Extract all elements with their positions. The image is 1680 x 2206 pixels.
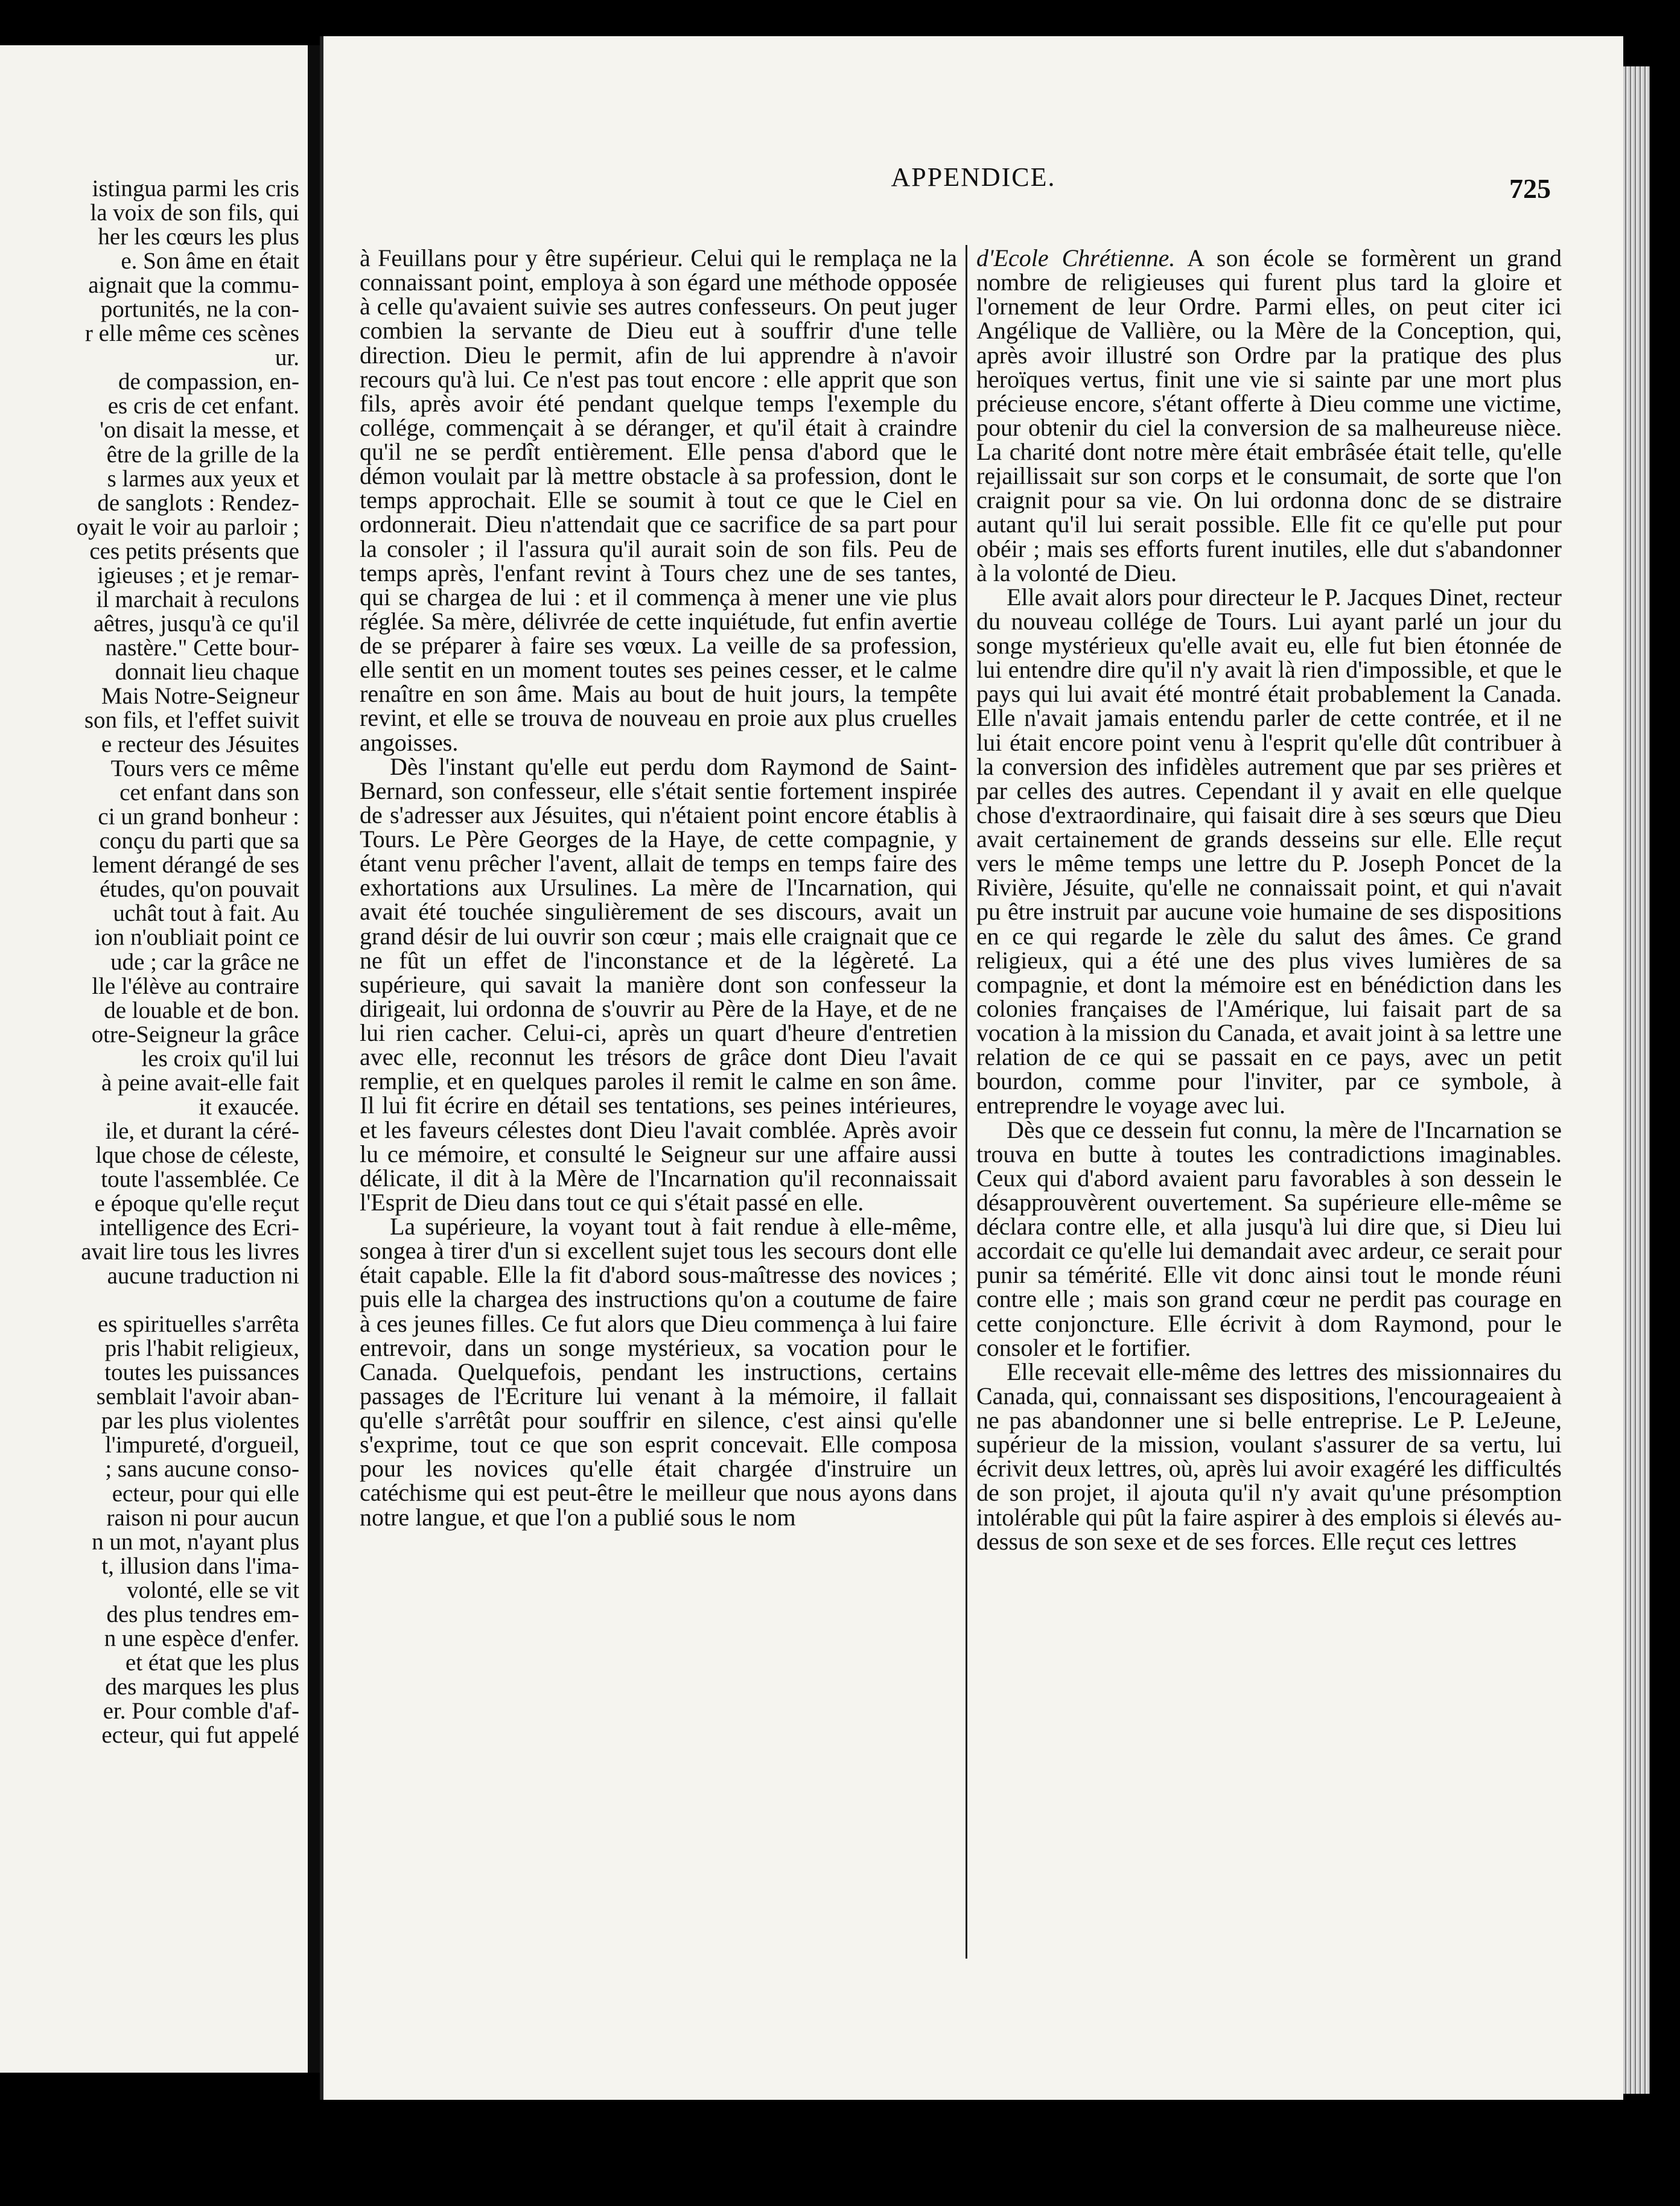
previous-page-line: ile, et durant la céré- [105, 1117, 299, 1144]
previous-page-line: intelligence des Ecri- [99, 1215, 299, 1241]
previous-page-line: uchât tout à fait. Au [113, 900, 299, 927]
previous-page-line: e époque qu'elle reçut [94, 1190, 299, 1216]
text-column-right [976, 246, 1562, 1554]
page-edges [1623, 66, 1650, 2094]
previous-page-line: ci un grand bonheur : [98, 804, 299, 830]
previous-page-line: ion n'oubliait point ce [94, 924, 299, 951]
previous-page-line [0, 1288, 299, 1312]
previous-page-line: cet enfant dans son [119, 780, 299, 806]
previous-page-line: des plus tendres em- [106, 1601, 299, 1627]
previous-page-line: s larmes aux yeux et [107, 465, 299, 492]
paragraph [976, 246, 1562, 585]
previous-page-line: Tours vers ce même [110, 755, 299, 782]
previous-page-line: pris l'habit religieux, [104, 1335, 299, 1362]
paragraph-continuation: A son école se formèrent un grand nombre de religieuses qui furent plus tard la gloire et l'ornement de leur Ordre. Parmi elles, on peut citer ici Angélique de Vallière, ou la Mère de la Conception, qui, après avoir illustré son Ordre par la pratique des plus heroïques vertus, finit une vie si sainte par une mort plus précieuse encore, s'étant offerte à Dieu comme une victime, pour obtenir du ciel la conversion de sa malheureuse nièce. La charité dont notre mère était embrâsée était telle, qu'elle rejaillissait sur son corps et le consumait, de sorte que l'on craignit pour sa vie. On lui ordonna donc de se distraire autant qu'il lui serait possible. Elle fit ce qu'elle put pour obéir ; mais ses efforts furent inutiles, elle dut s'abandonner à la volonté de Dieu. [976, 244, 1562, 586]
previous-page-line: raison ni pour aucun [106, 1504, 299, 1531]
previous-page-line: volonté, elle se vit [127, 1577, 299, 1603]
previous-page-text-column [0, 177, 299, 1747]
previous-page-line: des marques les plus [105, 1673, 299, 1700]
previous-page-line: la voix de son fils, qui [90, 200, 299, 226]
previous-page-line: portunités, ne la con- [100, 296, 299, 323]
previous-page-line: à peine avait-elle fait [101, 1069, 299, 1096]
previous-page-line: n un mot, n'ayant plus [92, 1528, 299, 1555]
previous-page-line: ur. [275, 345, 299, 371]
previous-page-line: de compassion, en- [118, 369, 299, 395]
paragraph: La supérieure, la voyant tout à fait rendue à elle-même, songea à tirer d'un si excellent sujet tous les secours dont elle était capable. Elle la fit d'abord sous-maîtresse des novices ; puis elle la chargea des instructions qu'on a coutume de faire à ces jeunes filles. Ce fut alors que Dieu commença à lui faire entrevoir, dans un songe mystérieux, sa vocation pour le Canada. Quelquefois, pendant les instructions, certains passages de l'Ecriture lui venant à la mémoire, il fallait qu'elle s'arrêtât pour souffrir en silence, c'est ainsi qu'elle s'exprime, tout ce que son esprit concevait. Elle composa pour les novices qu'elle était chargée d'instruire un catéchisme qui est peut-être le meilleur que nous ayons dans notre langue, et que l'on a publié sous le nom [360, 1213, 957, 1531]
previous-page-line: études, qu'on pouvait [100, 876, 299, 903]
previous-page-line: aucune traduction ni [107, 1263, 299, 1289]
previous-page-line: r elle même ces scènes [84, 320, 299, 347]
previous-page-line: semblait l'avoir aban- [96, 1384, 299, 1410]
paragraph: Dès l'instant qu'elle eut perdu dom Raymond de Saint-Bernard, son confesseur, elle s'était sentie fortement inspirée de s'adresser aux Jésuites, qui n'étaient point encore établis à Tours. Le Père Georges de la Haye, de cette compagnie, y étant venu prêcher l'avent, allait de temps en temps faire des exhortations aux Ursulines. La mère de l'Incarnation, qui avait été touchée singulièrement de ses discours, avait un grand désir de lui ouvrir son cœur ; mais elle craignait que ce ne fût un effet de l'inconstance et de la légèreté. La supérieure, qui savait la manière dont son confesseur la dirigeait, lui ordonna de s'ouvrir au Père de la Haye, et de ne lui rien cacher. Celui-ci, après un quart d'heure d'entretien avec elle, reconnut les trésors de grâce dont Dieu l'avait remplie, et en quelques paroles il remit le calme en son âme. Il lui fit écrire en détail ses tentations, ses peines intérieures, et les faveurs célestes dont Dieu l'avait comblée. Après avoir lu ce mémoire, et consulté le Seigneur sur une affaire aussi délicate, il dit à la Mère de l'Incarnation qu'il reconnaissait l'Esprit de Dieu dans tout ce qui s'était passé en elle. [360, 752, 957, 1216]
previous-page-line: de sanglots : Rendez- [97, 489, 299, 516]
page-number: 725 [1509, 173, 1551, 204]
previous-page-line: ecteur, qui fut appelé [101, 1722, 299, 1748]
paragraph: à Feuillans pour y être supérieur. Celui qui le remplaça ne la connaissant point, employa à son égard une méthode opposée à celle qu'avaient suivie ses autres confesseurs. On peut juger combien la servante de Dieu eut à souffrir d'une telle direction. Dieu le permit, afin de lui apprendre à n'avoir recours qu'à lui. Ce n'est pas tout encore : elle apprit que son fils, après avoir été pendant quelque temps l'exemple du collége, commençait à se déranger, et qu'il était à craindre qu'il ne se perdît entièrement. Elle pensa d'abord que le démon voulait par là mettre obstacle à sa profession, dont le temps approchait. Elle se soumit à tout ce que le Ciel en ordonnerait. Dieu n'attendait que ce sacrifice de sa part pour la consoler ; il l'assura qu'il aurait soin de son fils. Peu de temps après, l'enfant revint à Tours chez une de ses tantes, qui se chargea de lui : et il commença à mener une vie plus réglée. Sa mère, délivrée de cette inquiétude, fut enfin avertie de se préparer à faire ses vœux. La veille de sa profession, elle sentit en un moment toutes ses peines cesser, et le calme renaître en son âme. Mais au bout de huit jours, la tempête revint, et elle se trouva de nouveau en proie aux plus cruelles angoisses. [360, 244, 957, 756]
previous-page-line: donnait lieu chaque [115, 658, 299, 685]
previous-page-line: ude ; car la grâce ne [110, 949, 299, 975]
text-column-left [360, 246, 957, 1530]
book-title-italic: d'Ecole Chrétienne. [976, 244, 1176, 272]
previous-page-line: ces petits présents que [89, 538, 299, 564]
previous-page-line: toutes les puissances [104, 1359, 299, 1386]
previous-page-line: 'on disait la messe, et [100, 417, 299, 443]
previous-page-line: son fils, et l'effet suivit [84, 707, 299, 734]
previous-page-line: être de la grille de la [106, 441, 299, 468]
previous-page-line: par les plus violentes [101, 1408, 299, 1434]
previous-page-line: igieuses ; et je remar- [97, 562, 299, 588]
previous-page-line: nastère." Cette bour- [105, 634, 299, 661]
previous-page-line: es spirituelles s'arrêta [97, 1311, 299, 1338]
previous-page-line: e. Son âme en était [121, 248, 299, 275]
previous-page-line: aignait que la commu- [88, 272, 299, 299]
book-page [320, 36, 1623, 2100]
previous-page-line: oyait le voir au parloir ; [76, 513, 299, 540]
previous-page-line: it exaucée. [199, 1093, 299, 1120]
previous-page-line: les croix qu'il lui [141, 1045, 299, 1072]
previous-page-line: Mais Notre-Seigneur [101, 682, 299, 709]
previous-page-line: her les cœurs les plus [98, 224, 299, 250]
previous-page-line: istingua parmi les cris [92, 176, 299, 202]
previous-page-line: avait lire tous les livres [81, 1239, 299, 1265]
paragraph: Elle avait alors pour directeur le P. Jacques Dinet, recteur du nouveau collége de Tours. Lui ayant parlé un jour du songe mystérieux qu'elle avait eu, elle fut bien étonnée de lui entendre dire qu'il n'y avait là rien d'impossible, et que le pays qui lui avait été montré était probablement la Canada. Elle n'avait jamais entendu parler de cette contrée, et il ne lui était encore point venu à l'esprit qu'elle dût contribuer à la conversion des infidèles autrement que par ses prières et par celles des autres. Cependant il y avait en elle quelque chose d'extraordinaire, qui faisait dire à ses sœurs que Dieu avait certainement de grands desseins sur elle. Elle reçut vers le même temps une lettre du P. Joseph Poncet de la Rivière, Jésuite, qu'elle ne connaissait point, et qui n'avait pu être instruit par aucune voie humaine de ses dispositions en ce qui regarde le zèle du salut des âmes. Ce grand religieux, qui a été une des plus vives lumières de sa compagnie, et dont la mémoire est en bénédiction dans les colonies françaises de l'Amérique, lui faisait part de sa vocation à la mission du Canada, et avait joint à sa lettre une relation de ce qui se passait en ce pays, avec un petit bourdon, comme pour l'inviter, par ce symbole, à entreprendre le voyage avec lui. [976, 583, 1562, 1119]
previous-page-line: et état que les plus [125, 1649, 299, 1676]
previous-page-line: n une espèce d'enfer. [104, 1625, 299, 1651]
previous-page-line: il marchait à reculons [96, 586, 299, 612]
previous-page-line: t, illusion dans l'ima- [101, 1553, 299, 1579]
previous-page-line: otre-Seigneur la grâce [91, 1021, 299, 1047]
running-head: APPENDICE. [891, 162, 1056, 192]
previous-page-line: ecteur, pour qui elle [112, 1480, 299, 1507]
previous-page-fragment [0, 45, 308, 2073]
column-divider [966, 245, 967, 1959]
previous-page-line: e recteur des Jésuites [101, 731, 299, 758]
previous-page-line: lle l'élève au contraire [92, 973, 299, 999]
previous-page-line: ; sans aucune conso- [105, 1456, 299, 1483]
book-gutter [308, 45, 320, 2073]
previous-page-line: lement dérangé de ses [92, 852, 299, 879]
previous-page-line: l'impureté, d'orgueil, [104, 1432, 299, 1458]
previous-page-line: conçu du parti que sa [99, 828, 299, 854]
paragraph: Dès que ce dessein fut connu, la mère de l'Incarnation se trouva en butte à toutes les contradictions imaginables. Ceux qui d'abord avaient paru favorables à son dessein le désapprouvèrent ouvertement. Sa supérieure elle-même se déclara contre elle, et alla jusqu'à lui dire que, si Dieu lui accordait ce qu'elle lui demandait avec ardeur, ce serait pour punir sa témérité. Elle vit donc ainsi tout le monde réuni contre elle ; mais son grand cœur ne perdit pas courage en cette conjoncture. Elle écrivit à dom Raymond, pour le consoler et le fortifier. [976, 1116, 1562, 1361]
previous-page-line: de louable et de bon. [104, 997, 299, 1023]
previous-page-line: lque chose de céleste, [95, 1142, 299, 1168]
paragraph: Elle recevait elle-même des lettres des missionnaires du Canada, qui, connaissant ses dispositions, l'encourageaient à ne pas abandonner une si belle entreprise. Le P. LeJeune, supérieur de la mission, voulant s'assurer de sa vertu, lui écrivit deux lettres, où, après lui avoir exagéré les difficultés de son projet, il ajouta qu'il n'y avait qu'une présomption intolérable qui pût la faire aspirer à des emplois si élevés au-dessus de son sexe et de ses forces. Elle reçut ces lettres [976, 1358, 1562, 1555]
previous-page-line: toute l'assemblée. Ce [101, 1166, 299, 1192]
previous-page-line: er. Pour comble d'af- [103, 1697, 299, 1724]
previous-page-line: aêtres, jusqu'à ce qu'il [93, 610, 299, 637]
previous-page-line: es cris de cet enfant. [107, 393, 299, 419]
